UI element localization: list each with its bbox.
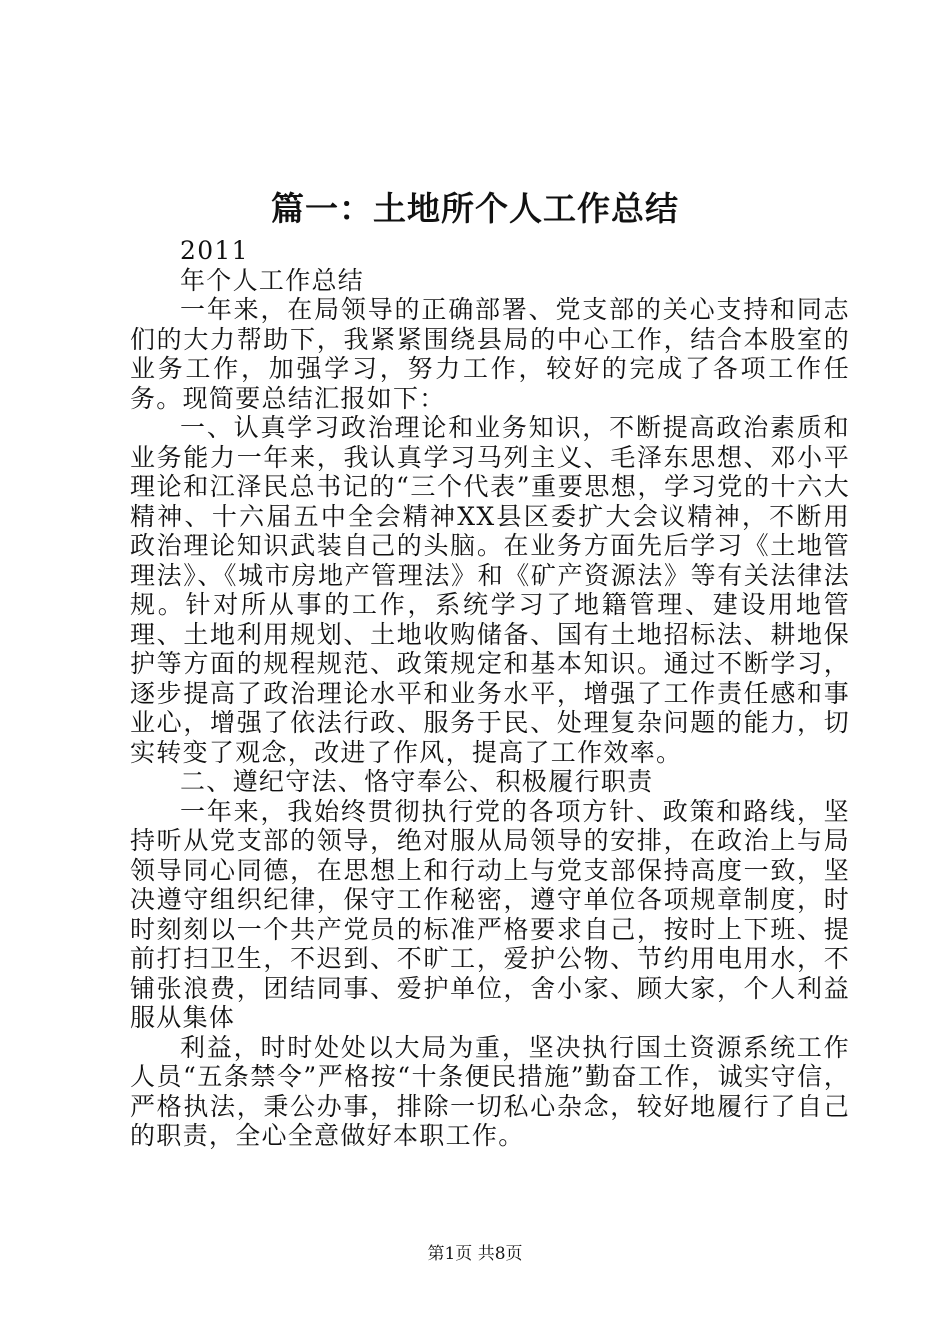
paragraph-year: 2011 (180, 236, 249, 265)
document-body (130, 236, 850, 1151)
page-footer: 第1页 共8页 (427, 1244, 523, 1264)
paragraph-subtitle: 年个人工作总结 (180, 265, 365, 295)
paragraph-intro: 一年来，在局领导的正确部署、党支部的关心支持和同志们的大力帮助下，我紧紧围绕县局的中心工作，结合本股室的业务工作，加强学习，努力工作，较好的完成了各项工作任务。现简要总结汇报如下： (130, 295, 850, 413)
page-title: 篇一：土地所个人工作总结 (271, 189, 679, 228)
section-heading-2: 二、遵纪守法、恪守奉公、积极履行职责 (180, 767, 654, 796)
paragraph-section-2: 一年来，我始终贯彻执行党的各项方针、政策和路线，坚持听从党支部的领导，绝对服从局领导的安排，在政治上与局领导同心同德，在思想上和行动上与党支部保持高度一致，坚决遵守组织纪律，保守工作秘密，遵守单位各项规章制度，时时刻刻以一个共产党员的标准严格要求自己，按时上下班、提前打扫卫生，不迟到、不旷工，爱护公物、节约用电用水，不铺张浪费，团结同事、爱护单位，舍小家、顾大家，个人利益服从集体 (130, 796, 850, 1032)
paragraph-section-2-continued: 利益，时时处处以大局为重，坚决执行国土资源系统工作人员“五条禁令”严格按“十条便民措施”勤奋工作，诚实守信，严格执法，秉公办事，排除一切私心杂念，较好地履行了自己的职责，全心全意做好本职工作。 (130, 1032, 850, 1150)
paragraph-section-1: 一、认真学习政治理论和业务知识，不断提高政治素质和业务能力一年来，我认真学习马列主义、毛泽东思想、邓小平理论和江泽民总书记的“三个代表”重要思想，学习党的十六大精神、十六届五中全会精神XX县区委扩大会议精神，不断用政治理论知识武装自己的头脑。在业务方面先后学习《土地管理法》、《城市房地产管理法》和《矿产资源法》等有关法律法规。针对所从事的工作，系统学习了地籍管理、建设用地管理、土地利用规划、土地收购储备、国有土地招标法、耕地保护等方面的规程规范、政策规定和基本知识。通过不断学习，逐步提高了政治理论水平和业务水平，增强了工作责任感和事业心，增强了依法行政、服务于民、处理复杂问题的能力，切实转变了观念，改进了作风，提高了工作效率。 (130, 413, 850, 767)
